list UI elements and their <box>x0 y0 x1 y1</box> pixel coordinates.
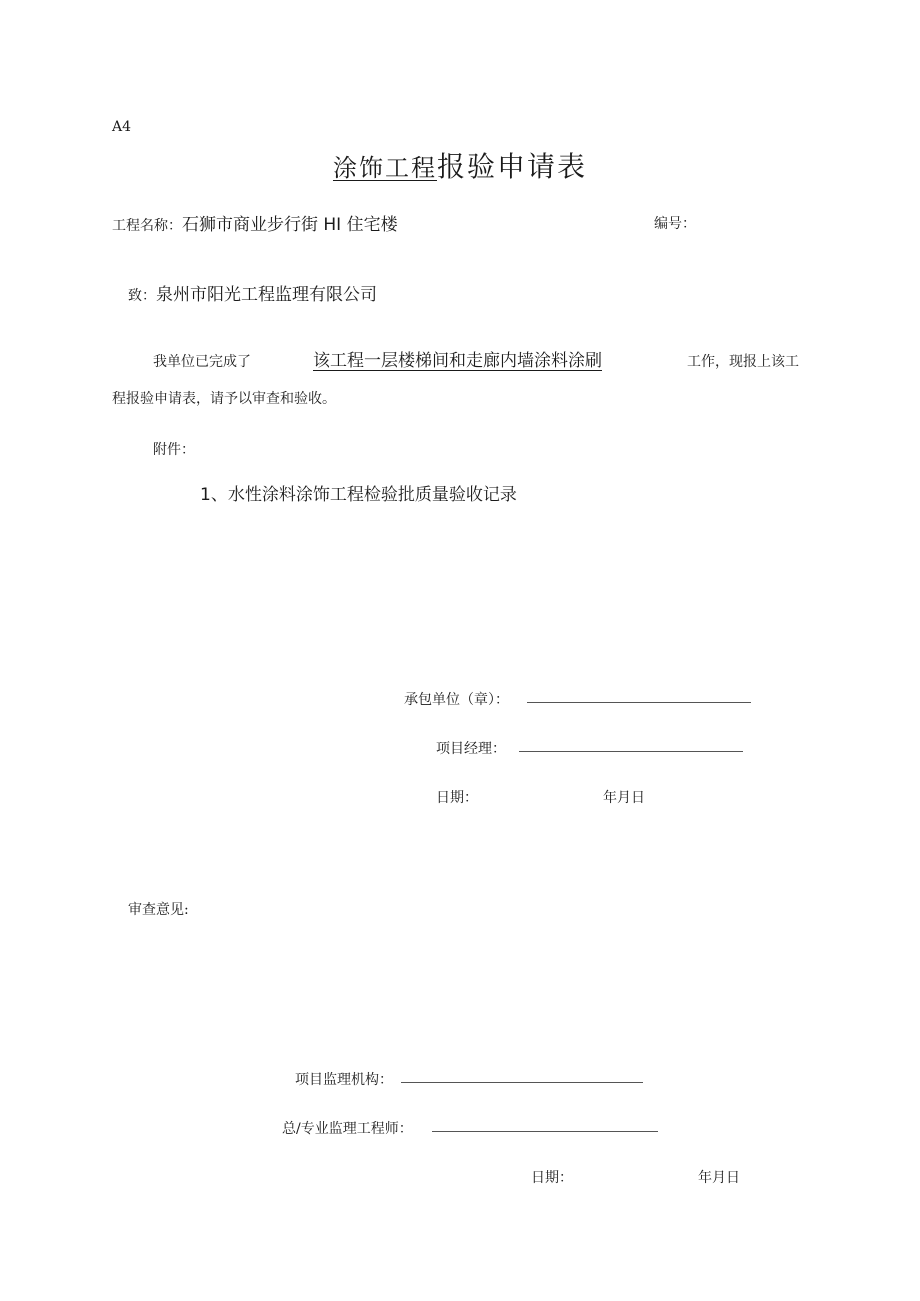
date-label-contractor: 日期： <box>436 790 478 806</box>
contractor-signature-line <box>527 702 751 703</box>
project-name-value: 石狮市商业步行街 HI 住宅楼 <box>182 215 398 235</box>
title-rest: 报验申请表 <box>436 150 587 183</box>
project-manager-label: 项目经理： <box>436 741 506 757</box>
supervision-org-signature-line <box>401 1082 643 1083</box>
recipient-label: 致： <box>128 288 156 304</box>
project-name-label: 工程名称： <box>112 218 182 234</box>
attachments-label: 附件： <box>153 442 195 458</box>
title-underlined: 涂饰工程 <box>332 154 437 182</box>
contractor-label: 承包单位（章）： <box>404 692 509 708</box>
form-code: A4 <box>112 119 132 135</box>
chief-engineer-signature-line <box>432 1131 658 1132</box>
body-prefix: 我单位已完成了 <box>153 354 251 370</box>
recipient-value: 泉州市阳光工程监理有限公司 <box>156 285 377 305</box>
date-value-supervisor: 年月日 <box>698 1170 740 1186</box>
page-title <box>0 145 920 185</box>
review-opinion-label: 审查意见: <box>128 902 189 918</box>
project-manager-signature-line <box>519 751 743 752</box>
date-value-contractor: 年月日 <box>603 790 645 806</box>
chief-engineer-label: 总/专业监理工程师： <box>282 1121 413 1137</box>
body-work: 该工程一层楼梯间和走廊内墙涂料涂刷 <box>313 351 602 371</box>
supervision-org-label: 项目监理机构： <box>295 1072 393 1088</box>
date-label-supervisor: 日期： <box>531 1170 573 1186</box>
recipient-row <box>128 280 377 305</box>
attachment-item: 1、水性涂料涂饰工程检验批质量验收记录 <box>200 485 517 505</box>
body-line-2: 程报验申请表，请予以审查和验收。 <box>112 391 336 407</box>
project-name-row <box>112 210 398 235</box>
body-suffix: 工作，现报上该工 <box>687 354 799 370</box>
number-label: 编号： <box>654 216 696 232</box>
